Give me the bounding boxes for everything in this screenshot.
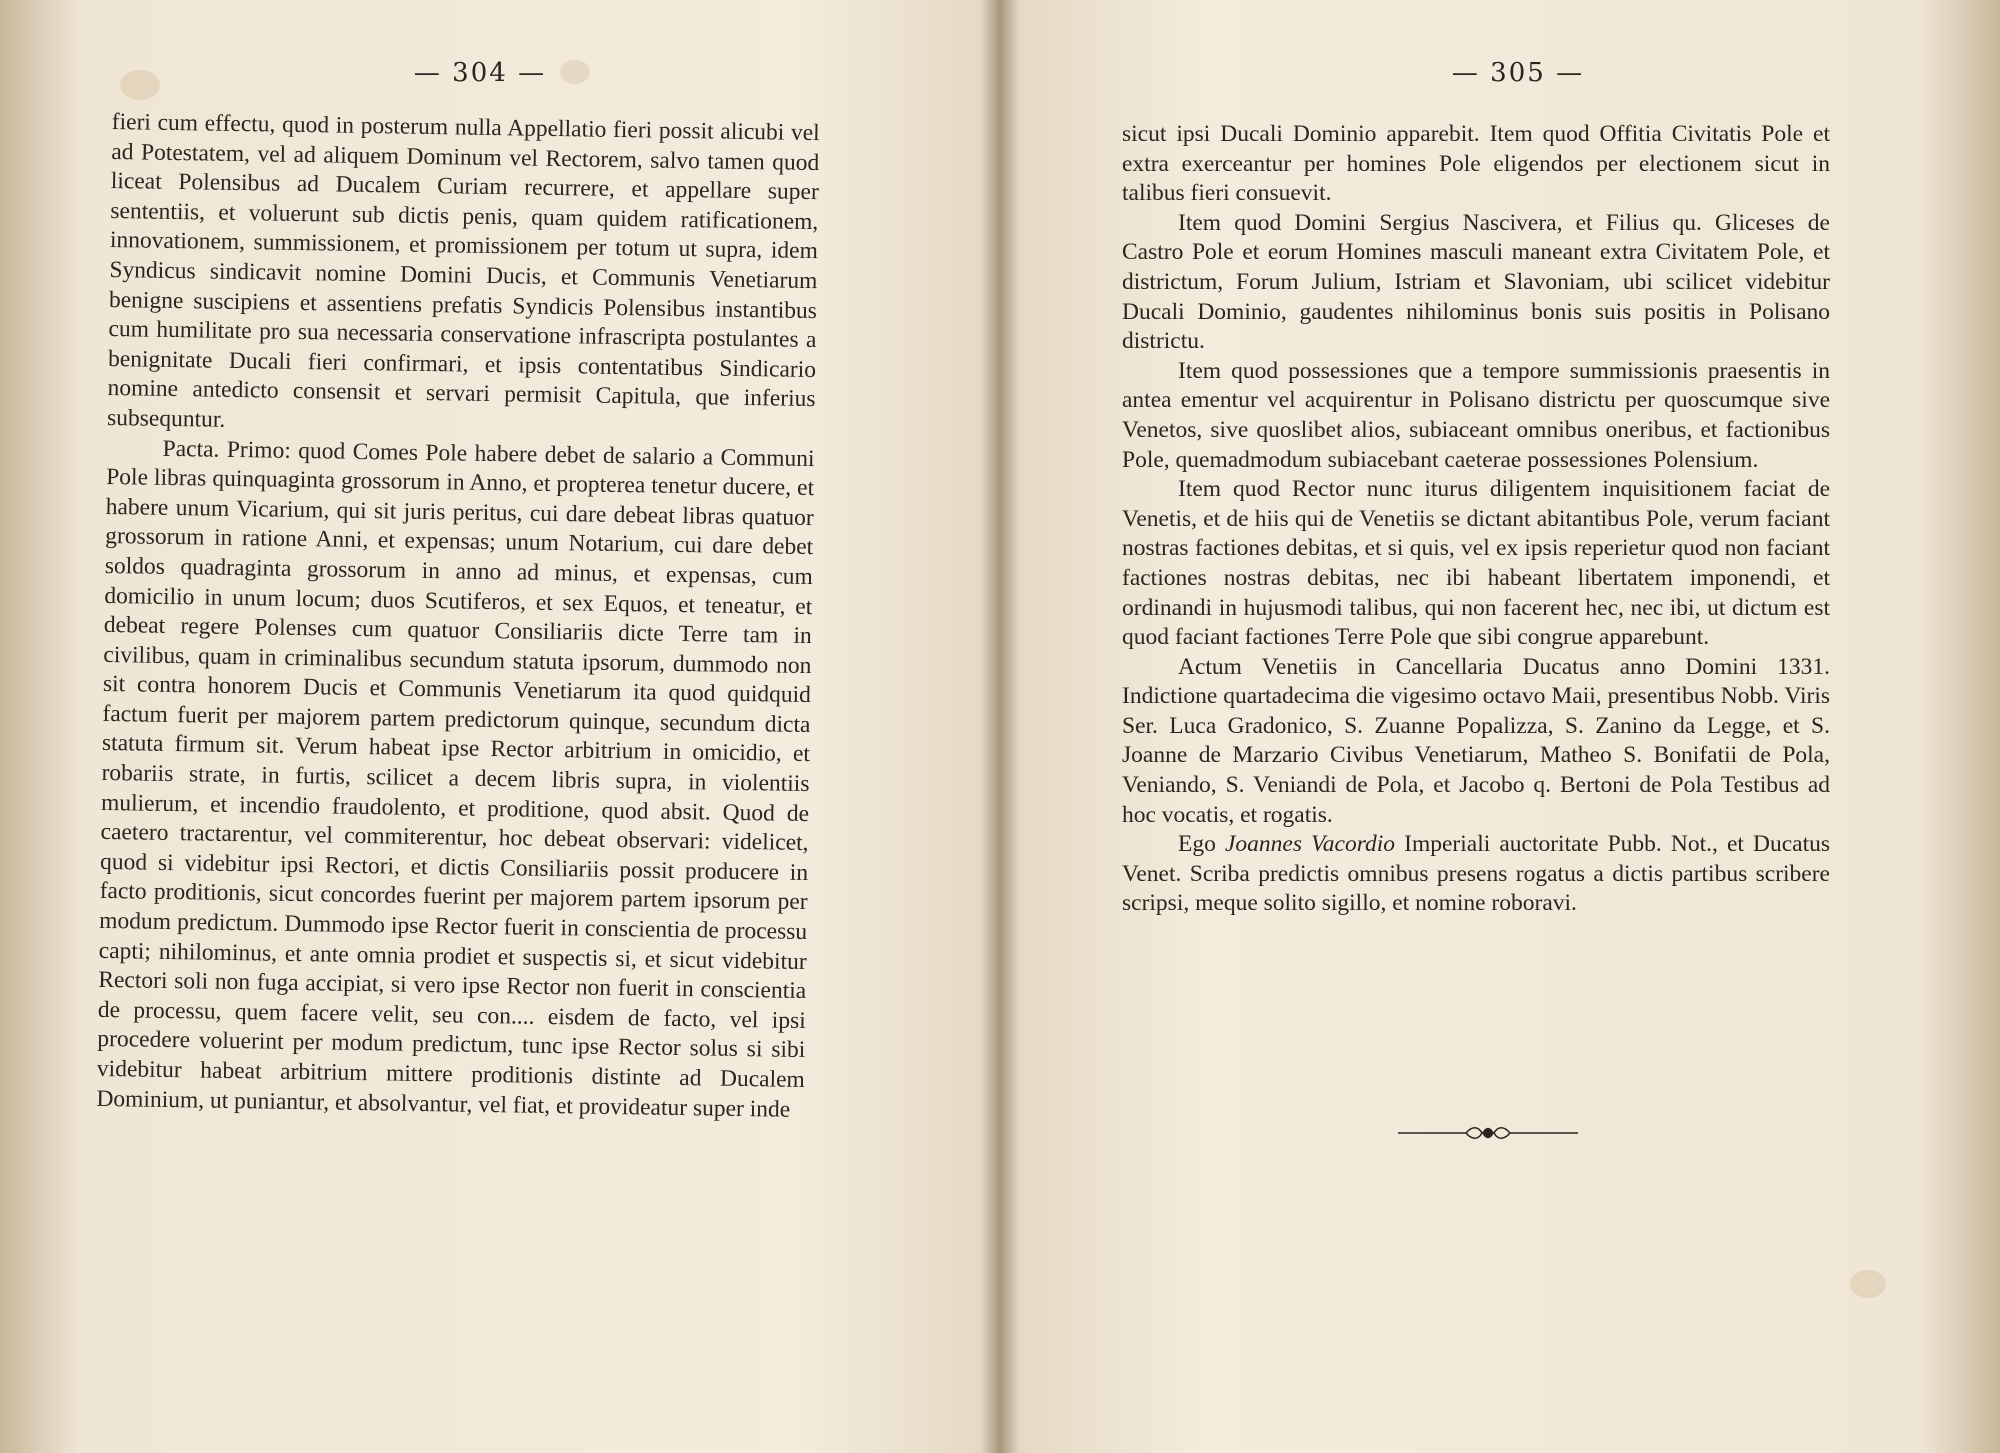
paragraph: Pacta. Primo: quod Comes Pole habere debet de salario a Communi Pole libras quinquaginta grossorum in Anno, et propterea tenetur ducere, et habere unum Vicarium, qui sit juris peritus, cui dare debeat libras quatuor grossorum in ratione Anni, et expensas; unum Notarium, cui dare debet soldos quadraginta grossorum in anno ad minus, et expensas, cum domicilio in unum locum; duos Scutiferos, et sex Equos, et teneatur, et debeat regere Polenses cum quatuor Consiliariis dicte Terre tam in civilibus, quam in criminalibus secundum statuta ipsorum, dummodo non sit contra honorem Ducis et Communis Venetiarum ita quod quidquid factum fuerit per majorem partem predictorum quinque, secundum dicta statuta firmum sit. Verum habeat ipse Rector arbitrium in omicidio, et robariis strate, in furtis, scilicet a decem libris supra, in violentiis mulierum, et incendio fraudolento, et proditione, quod absit. Quod de caetero tractarentur, vel commiterentur, hoc debeat observari: videlicet, quod si videbitur ipsi Rectori, et dictis Consiliariis possit producere in facto proditionis, sicut concordes fuerint per majorem partem ipsorum per modum predictum. Dummodo ipse Rector fuerit in conscientia de processu capti; nihilominus, et ante omnia prodiet et suspectis si, et sicut videbitur Rectori soli non fuga accipiat, si vero ipse Rector non fuerit in conscientia de processu, quem facere velit, seu con.... eisdem de facto, vel ipsi procedere voluerint per modum predictum, tunc ipse Rector solus si sibi videbitur habeat arbitrium mittere proditionis distinte ad Ducalem Dominium, ut puniantur, et absolvantur, vel fiat, et provideatur super inde: [96, 435, 815, 1123]
notary-name: Joannes Vacordio: [1224, 831, 1396, 858]
paragraph: Item quod Rector nunc iturus diligentem inquisitionem faciat de Venetis, et de hiis qui de Venetiis se dictant abitantibus Pole, verum faciant nostras factiones debitas, et si quis, vel ex ipsis reperietur quod non faciant factiones nostras debitas, nec ibi habeant libertatem imponendi, et ordinandi in hujusmodi talibus, qui non facerent hec, nec ibi, ut dictum est quod faciant factiones Terre Pole que sibi congrue apparebunt.: [1122, 476, 1830, 651]
signature-lead: Ego: [1178, 831, 1225, 858]
signature-rest: Imperiali auctoritate Pubb. Not., et Ducatus Venet. Scriba predictis omnibus presens rogatus a dictis partibus scribere scripsi, meque solito sigillo, et nomine roboravi.: [1122, 831, 1830, 917]
page-number: — 305 —: [1451, 58, 1585, 88]
paragraph: fieri cum effectu, quod in posterum nulla Appellatio fieri possit alicubi vel ad Potestatem, vel ad aliquem Dominum vel Rectorem, salvo tamen quod liceat Polensibus ad Ducalem Curiam recurrere, et appellare super sententiis, et voluerunt sub dictis penis, quam quidem ratificationem, innovationem, summissionem, et promissionem per totum ut supra, idem Syndicus sindicavit nomine Domini Ducis, et Communis Venetiarum benigne suscipiens et assentiens prefatis Syndicis Polensibus instantibus cum humilitate pro sua necessaria conservatione infrascripta postulantes a benignitate Ducali fieri confirmari, et ipsis contentatibus Sindicario nomine antedicto consensit et servari permisit Capitula, que inferius subsequntur.: [106, 108, 820, 433]
paragraph: Item quod Domini Sergius Nascivera, et Filius qu. Gliceses de Castro Pole et eorum Homines masculi maneant extra Civitatem Pole, et districtum, Forum Julium, Istriam et Slavoniam, ubi scilicet videbitur Ducali Dominio, gaudentes nihilominus bonis suis positis in Polisano districtu.: [1122, 209, 1830, 355]
end-ornament-icon: [1398, 1122, 1578, 1144]
page-body: [1122, 120, 1830, 919]
paragraph: Item quod possessiones que a tempore summissionis praesentis in antea ementur vel acquirentur in Polisano districtu per quoscumque sive Venetos, sive quoslibet alios, subiaceant omnibus oneribus, et factionibus Pole, quemadmodum subiacebant caeterae possessiones Polensium.: [1122, 357, 1830, 473]
right-page: [1000, 0, 2000, 1453]
page-body: [96, 108, 820, 1125]
page-number: — 304 —: [413, 58, 547, 88]
paragraph: sicut ipsi Ducali Dominio apparebit. Item quod Offitia Civitatis Pole et extra exerceantur per homines Pole eligendos per electionem sicut in talibus fieri consuevit.: [1122, 121, 1830, 207]
paragraph: Actum Venetiis in Cancellaria Ducatus anno Domini 1331. Indictione quartadecima die vigesimo octavo Maii, presentibus Nobb. Viris Ser. Luca Gradonico, S. Zuanne Popalizza, S. Zanino da Legge, et S. Joanne de Marzario Civibus Venetiarum, Matheo S. Bonifatii de Pola, Veniando, S. Veniandi de Pola, et Jacobo q. Bertoni de Pola Testibus ad hoc vocatis, et rogatis.: [1122, 653, 1830, 828]
notary-signature: [1122, 830, 1830, 919]
